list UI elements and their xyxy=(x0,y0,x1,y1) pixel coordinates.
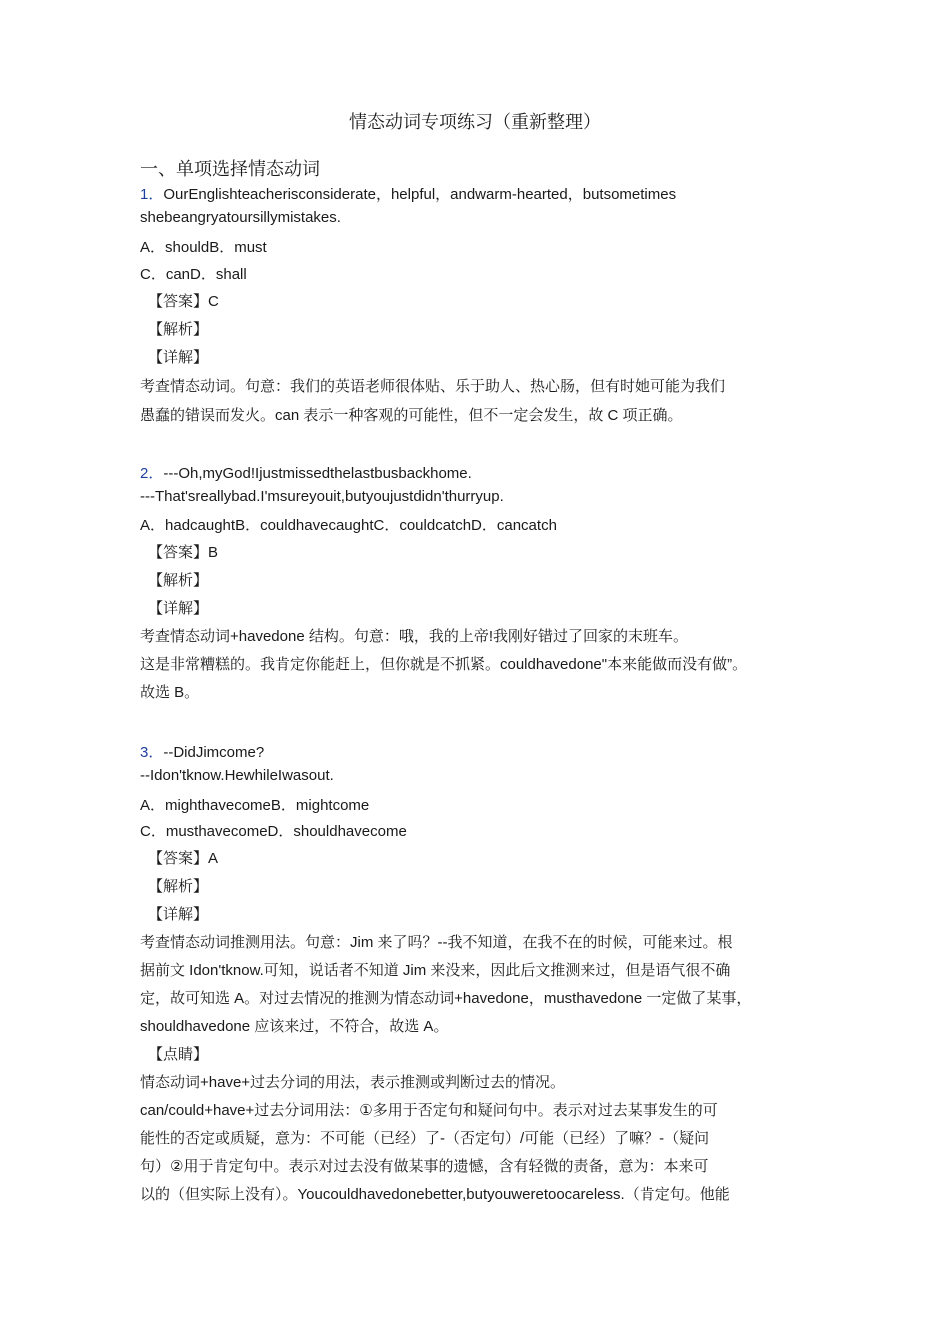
page-title: 情态动词专项练习（重新整理） xyxy=(349,112,601,133)
question-1-options-cd: C．canD．shall xyxy=(140,266,247,283)
question-3-point-line: 能性的否定或质疑，意为：不可能（已经）了-（否定句）/可能（已经）了嘛？-（疑问 xyxy=(140,1130,710,1147)
question-2-options: A．hadcaughtB．couldhavecaughtC．couldcatchD．cancatch xyxy=(140,517,557,534)
section-heading: 一、单项选择情态动词 xyxy=(140,159,320,180)
question-1-explanation-line: 愚蠢的错误而发火。can 表示一种客观的可能性，但不一定会发生，故 C 项正确。 xyxy=(140,407,683,424)
question-number: 1． xyxy=(140,186,164,203)
question-text: ---Oh,myGod!Ijustmissedthelastbusbackhome. xyxy=(163,465,472,482)
question-2-stem xyxy=(140,462,472,483)
question-2-stem-cont: ---That'sreallybad.I'msureyouit,butyoujustdidn'thurryup. xyxy=(140,488,504,505)
question-3-point-label: 【点睛】 xyxy=(148,1046,209,1063)
question-3-answer: 【答案】A xyxy=(148,850,219,867)
question-1-answer: 【答案】C xyxy=(148,293,219,310)
question-3-point-line: can/could+have+过去分词用法：①多用于否定句和疑问句中。表示对过去某事发生的可 xyxy=(140,1102,718,1119)
question-2-explanation-line: 考查情态动词+havedone 结构。句意：哦，我的上帝!我刚好错过了回家的末班车。 xyxy=(140,628,688,645)
question-1-options-ab: A．shouldB．must xyxy=(140,239,267,256)
question-number: 3． xyxy=(140,744,164,761)
question-1-stem-cont: shebeangryatoursillymistakes. xyxy=(140,209,341,226)
question-3-options-ab: A．mighthavecomeB．mightcome xyxy=(140,797,370,814)
question-2-explanation-line: 故选 B。 xyxy=(140,684,200,701)
question-3-analysis-label: 【解析】 xyxy=(148,878,209,895)
question-3-stem xyxy=(140,741,264,762)
question-3-point-line: 以的（但实际上没有）。Youcouldhavedonebetter,butyouweretoocareless.（肯定句。他能 xyxy=(140,1186,730,1203)
question-2-analysis-label: 【解析】 xyxy=(148,572,209,589)
question-2-detail-label: 【详解】 xyxy=(148,600,209,617)
question-text: --DidJimcome? xyxy=(163,744,265,761)
question-1-explanation-line: 考查情态动词。句意：我们的英语老师很体贴、乐于助人、热心肠，但有时她可能为我们 xyxy=(140,378,726,395)
question-number: 2． xyxy=(140,465,164,482)
question-text: OurEnglishteacherisconsiderate，helpful，andwarm-hearted，butsometimes xyxy=(163,186,677,203)
question-3-explanation-line: 据前文 Idon'tknow.可知，说话者不知道 Jim 来没来，因此后文推测来过，但是语气很不确 xyxy=(140,962,731,979)
question-1-analysis-label: 【解析】 xyxy=(148,321,209,338)
question-2-explanation-line: 这是非常糟糕的。我肯定你能赶上，但你就是不抓紧。couldhavedone"本来能做而没有做”。 xyxy=(140,656,748,673)
question-3-explanation-line: 考查情态动词推测用法。句意：Jim 来了吗？--我不知道，在我不在的时候，可能来过。根 xyxy=(140,934,733,951)
question-1-detail-label: 【详解】 xyxy=(148,349,209,366)
question-3-stem-cont: --Idon'tknow.HewhileIwasout. xyxy=(140,767,334,784)
question-3-point-line: 情态动词+have+过去分词的用法，表示推测或判断过去的情况。 xyxy=(140,1074,566,1091)
question-3-explanation-line: 定，故可知选 A。对过去情况的推测为情态动词+havedone，musthavedone 一定做了某事， xyxy=(140,990,752,1007)
question-3-detail-label: 【详解】 xyxy=(148,906,209,923)
question-3-point-line: 句）②用于肯定句中。表示对过去没有做某事的遗憾，含有轻微的责备，意为：本来可 xyxy=(140,1158,709,1175)
question-2-answer: 【答案】B xyxy=(148,544,219,561)
question-3-options-cd: C．musthavecomeD．shouldhavecome xyxy=(140,823,407,840)
question-1-stem xyxy=(140,183,676,204)
question-3-explanation-line: shouldhavedone 应该来过，不符合，故选 A。 xyxy=(140,1018,449,1035)
